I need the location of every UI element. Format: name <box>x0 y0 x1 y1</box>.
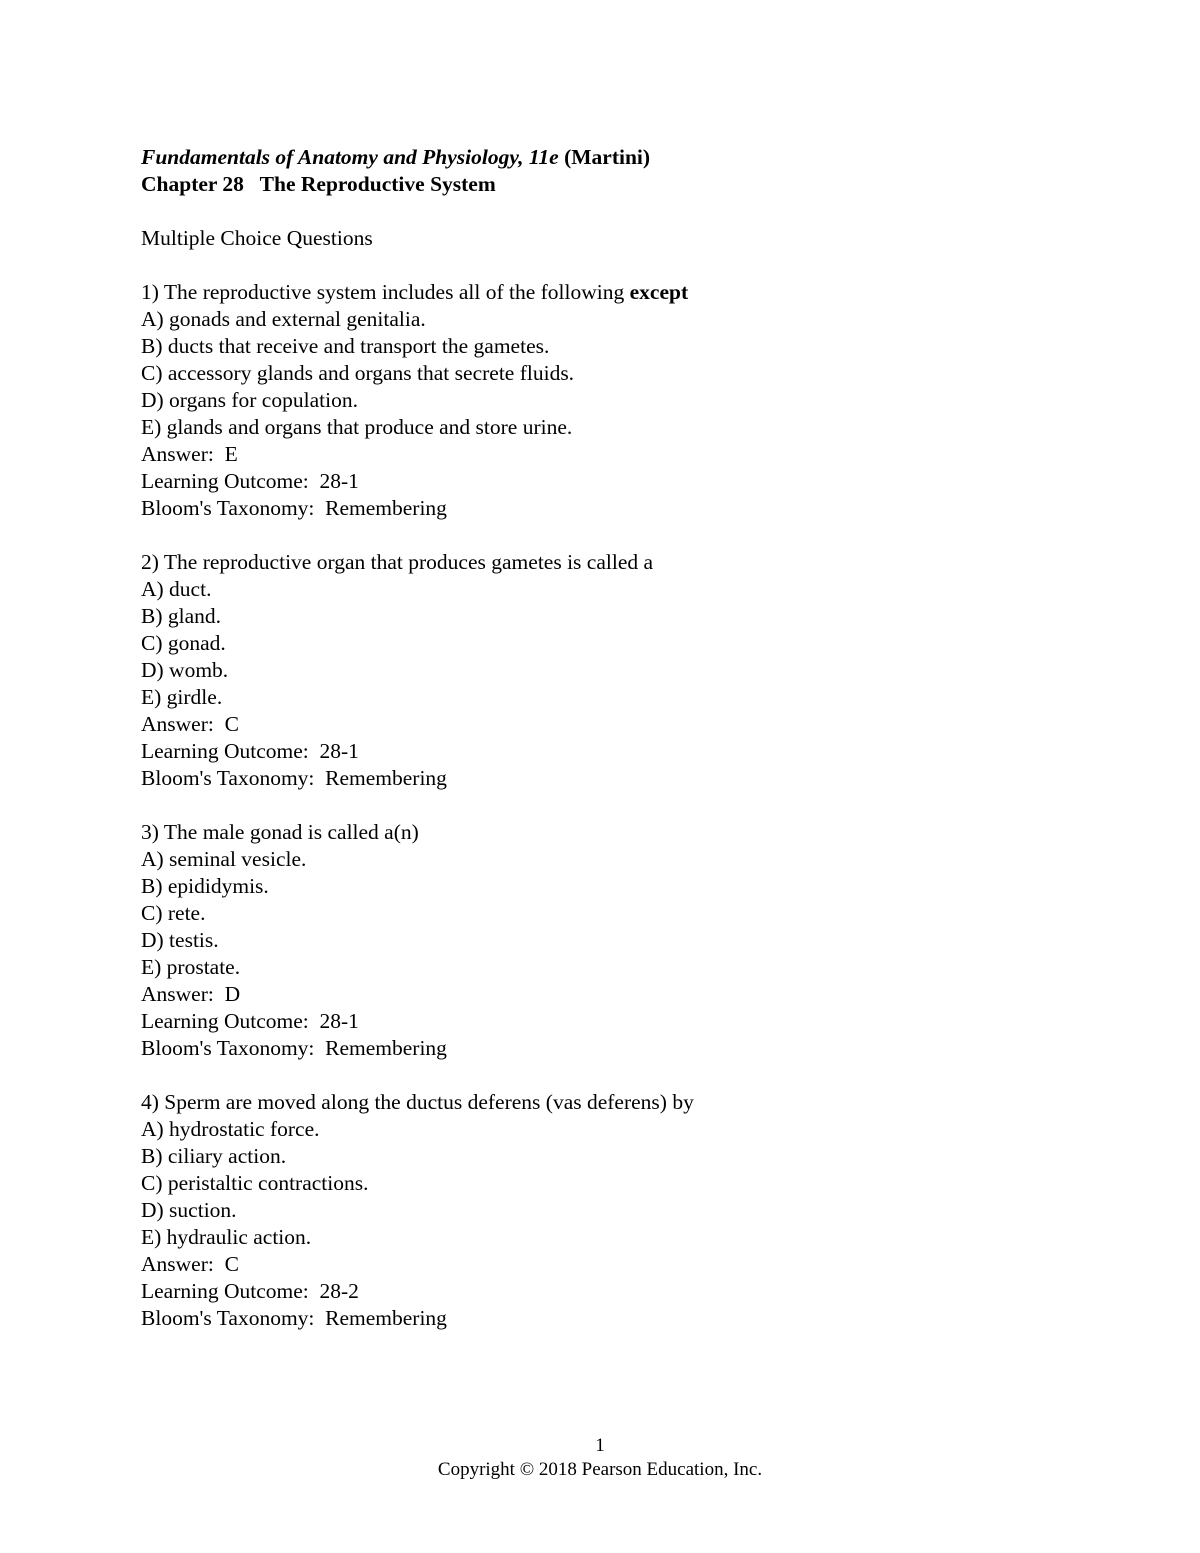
spacer <box>141 252 1101 279</box>
option-e: E) hydraulic action. <box>141 1225 312 1249</box>
chapter-heading: Chapter 28 The Reproductive System <box>141 172 496 196</box>
question-stem-emphasis: except <box>629 280 689 304</box>
spacer <box>141 1062 1101 1089</box>
document-title <box>141 144 1101 171</box>
learning-outcome: Learning Outcome: 28-1 <box>141 1009 359 1033</box>
question-stem-text: 1) The reproductive system includes all of the following <box>141 280 630 304</box>
question-4 <box>141 1089 1101 1332</box>
answer: Answer: D <box>141 982 241 1006</box>
option-e: E) girdle. <box>141 685 223 709</box>
spacer <box>141 522 1101 549</box>
answer: Answer: C <box>141 712 239 736</box>
copyright-notice: Copyright © 2018 Pearson Education, Inc. <box>437 1459 763 1480</box>
blooms-taxonomy: Bloom's Taxonomy: Remembering <box>141 766 447 790</box>
option-a: A) seminal vesicle. <box>141 847 307 871</box>
option-b: B) gland. <box>141 604 222 628</box>
spacer <box>141 198 1101 225</box>
question-3 <box>141 819 1101 1062</box>
question-stem <box>141 279 1101 306</box>
option-e: E) glands and organs that produce and store urine. <box>141 415 573 439</box>
book-author: (Martini) <box>558 145 651 169</box>
blooms-taxonomy: Bloom's Taxonomy: Remembering <box>141 1036 447 1060</box>
page-number: 1 <box>595 1435 605 1456</box>
option-b: B) epididymis. <box>141 874 269 898</box>
option-a: A) duct. <box>141 577 212 601</box>
blooms-taxonomy: Bloom's Taxonomy: Remembering <box>141 496 447 520</box>
question-1 <box>141 279 1101 522</box>
answer: Answer: E <box>141 442 238 466</box>
answer: Answer: C <box>141 1252 239 1276</box>
option-a: A) gonads and external genitalia. <box>141 307 426 331</box>
page-content <box>141 144 1101 1332</box>
question-stem: 3) The male gonad is called a(n) <box>141 820 419 844</box>
option-a: A) hydrostatic force. <box>141 1117 320 1141</box>
learning-outcome: Learning Outcome: 28-2 <box>141 1279 359 1303</box>
option-e: E) prostate. <box>141 955 241 979</box>
blooms-taxonomy: Bloom's Taxonomy: Remembering <box>141 1306 447 1330</box>
book-title: Fundamentals of Anatomy and Physiology, 11e <box>141 145 559 169</box>
question-stem: 2) The reproductive organ that produces gametes is called a <box>141 550 654 574</box>
question-stem: 4) Sperm are moved along the ductus deferens (vas deferens) by <box>141 1090 694 1114</box>
option-c: C) peristaltic contractions. <box>141 1171 369 1195</box>
section-heading: Multiple Choice Questions <box>141 226 373 250</box>
option-c: C) gonad. <box>141 631 226 655</box>
option-c: C) accessory glands and organs that secrete fluids. <box>141 361 575 385</box>
option-d: D) organs for copulation. <box>141 388 358 412</box>
option-b: B) ducts that receive and transport the gametes. <box>141 334 550 358</box>
option-d: D) womb. <box>141 658 229 682</box>
option-d: D) testis. <box>141 928 219 952</box>
learning-outcome: Learning Outcome: 28-1 <box>141 739 359 763</box>
option-c: C) rete. <box>141 901 206 925</box>
learning-outcome: Learning Outcome: 28-1 <box>141 469 359 493</box>
question-2 <box>141 549 1101 792</box>
option-b: B) ciliary action. <box>141 1144 287 1168</box>
option-d: D) suction. <box>141 1198 237 1222</box>
spacer <box>141 792 1101 819</box>
